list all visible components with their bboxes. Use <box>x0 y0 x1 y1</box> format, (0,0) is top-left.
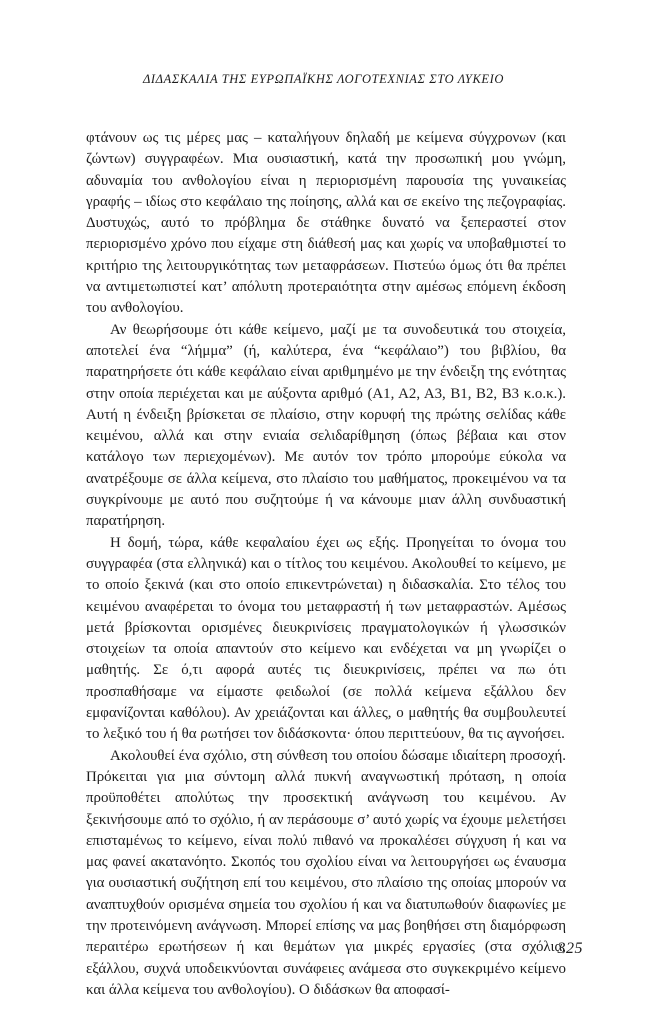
paragraph: Η δομή, τώρα, κάθε κεφαλαίου έχει ως εξής. Προηγείται το όνομα του συγγραφέα (στα ελληνικά) και ο τίτλος του κειμένου. Ακολουθεί το κείμενο, με το οποίο ξεκινά (και στο οποίο επικεντρώνεται) η διδασκαλία. Στο τέλος του κειμένου αναφέρεται το όνομα του μεταφραστή ή των μεταφραστών. Αμέσως μετά βρίσκονται ορισμένες διευκρινίσεις πραγματολογικών ή γλωσσικών στοιχείων τα οποία απαντούν στο κείμενο και ενδέχεται να μη γνωρίζει ο μαθητής. Σε ό,τι αφορά αυτές τις διευκρινίσεις, πρέπει να πω ότι προσπαθήσαμε να είμαστε φειδωλοί (σε πολλά κείμενα εξάλλου δεν εμφανίζονται καθόλου). Αν χρειάζονται και άλλες, ο μαθητής θα συμβουλευτεί το λεξικό του ή θα ρωτήσει τον διδάσκοντα· όπου περιττεύουν, θα τις αγνοήσει. <box>86 534 566 743</box>
paragraph: φτάνουν ως τις μέρες μας – καταλήγουν δηλαδή με κείμενα σύγχρονων (και ζώντων) συγγραφέων. Μια ουσιαστική, κατά την προσωπική μου γνώμη, αδυναμία του ανθολογίου είναι η περιορισμένη παρουσία της γυναικείας γραφής – ιδίως στο κεφάλαιο της ποίησης, αλλά και σε εκείνο της πεζογραφίας. Δυστυχώς, αυτό το πρόβλημα δε στάθηκε δυνατό να ξεπεραστεί στον περιορισμένο χρόνο που είχαμε στη διάθεσή μας και χωρίς να υποβαθμιστεί το κριτήριο της λειτουργικότητας των μεταφράσεων. Πιστεύω όμως ότι θα πρέπει να αντιμετωπιστεί κατ’ απόλυτη προτεραιότητα στην αμέσως επόμενη έκδοση του ανθολογίου. <box>86 130 566 317</box>
running-header: ΔΙΔΑΣΚΑΛΙΑ ΤΗΣ ΕΥΡΩΠΑΪΚΗΣ ΛΟΓΟΤΕΧΝΙΑΣ ΣΤΟ ΛΥΚΕΙΟ <box>142 72 505 86</box>
page-number: 325 <box>557 940 583 957</box>
paragraph: Αν θεωρήσουμε ότι κάθε κείμενο, μαζί με τα συνοδευτικά του στοιχεία, αποτελεί ένα “λήμμα” (ή, καλύτερα, ένα “κεφάλαιο”) του βιβλίου, θα παρατηρήσετε ότι κάθε κεφάλαιο είναι αριθμημένο με την ένδειξη της ενότητας στην οποία περιέχεται και με αύξοντα αριθμό (Α1, Α2, Α3, Β1, Β2, Β3 κ.ο.κ.). Αυτή η ένδειξη βρίσκεται σε πλαίσιο, στην κορυφή της πρώτης σελίδας κάθε κειμένου, αλλά και στην ενιαία σελιδαρίθμηση (όπως βέβαια και στον κατάλογο των περιεχομένων). Με αυτόν τον τρόπο μπορούμε εύκολα να ανατρέξουμε σε άλλα κείμενα, στο πλαίσιο του μαθήματος, προκειμένου να τα συγκρίνουμε με αυτό που συζητούμε ή να κάνουμε μιαν άλλη συνδυαστική παρατήρηση. <box>86 321 566 530</box>
body-text <box>86 128 566 1001</box>
paragraph: Ακολουθεί ένα σχόλιο, στη σύνθεση του οποίου δώσαμε ιδιαίτερη προσοχή. Πρόκειται για μια σύντομη αλλά πυκνή αναγνωστική πρόταση, η οποία προϋποθέτει απολύτως την προσεκτική ανάγνωση του κειμένου. Αν ξεκινήσουμε από το σχόλιο, ή αν περάσουμε σ’ αυτό χωρίς να έχουμε μελετήσει επισταμένως το κείμενο, είναι πολύ πιθανό να προκαλέσει σύγχυση ή και να μας φανεί ακατανόητο. Σκοπός του σχολίου είναι να λειτουργήσει ως έναυσμα για ουσιαστική συζήτηση επί του κειμένου, στο πλαίσιο της οποίας μπορούν να αναπτυχθούν ορισμένα σημεία του σχολίου ή και να διατυπωθούν διαφωνίες με την προτεινόμενη ανάγνωση. Μπορεί επίσης να μας βοηθήσει στη διαμόρφωση περαιτέρω ερωτήσεων ή και θεμάτων για μικρές εργασίες (στα σχόλια, εξάλλου, συχνά υποδεικνύονται συνάφειες ανάμεσα στο συγκεκριμένο κείμενο και άλλα κείμενα του ανθολογίου). Ο διδάσκων θα αποφασί- <box>86 747 566 998</box>
